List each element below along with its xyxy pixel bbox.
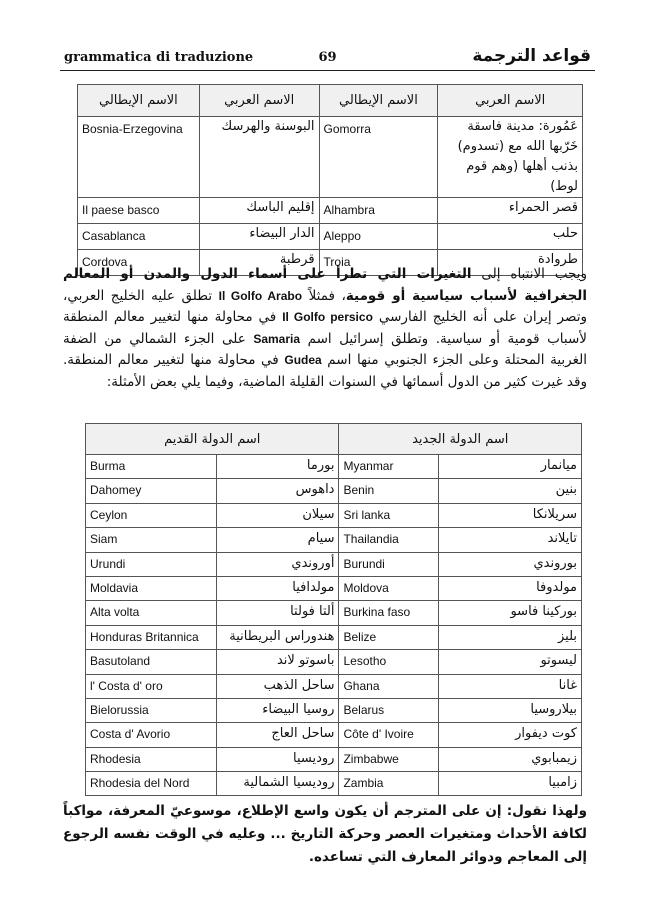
old-country-italian-cell: Rhodesia del Nord: [86, 772, 217, 796]
paragraph-text: تطلق عليه الخليج العربي، وتصر إيران على أنه الخليج الفارسي: [63, 287, 587, 325]
table-row: [86, 601, 582, 625]
table-row: [86, 576, 582, 600]
new-country-arabic-cell: بوروندي: [439, 552, 582, 576]
old-country-italian-cell: l' Costa d' oro: [86, 674, 217, 698]
table-row: [86, 552, 582, 576]
italian-name-cell: Aleppo: [319, 224, 438, 250]
new-country-arabic-cell: بيلاروسيا: [439, 698, 582, 722]
paragraph-text: ويجب الانتباه إلى: [471, 266, 588, 282]
latin-term: Gudea: [284, 353, 322, 367]
old-country-italian-cell: Moldavia: [86, 576, 217, 600]
table-row: [86, 698, 582, 722]
country-table-body: [86, 455, 582, 796]
col-header-arabic-name: الاسم العربي: [438, 85, 583, 117]
header-book-title-arabic: قواعد الترجمة: [472, 46, 591, 66]
old-country-italian-cell: Rhodesia: [86, 747, 217, 771]
old-country-italian-cell: Basutoland: [86, 650, 217, 674]
names-table: [77, 84, 583, 276]
old-country-arabic-cell: أوروندي: [216, 552, 339, 576]
col-header-new-country-name: اسم الدولة الجديد: [339, 424, 582, 455]
new-country-italian-cell: Moldova: [339, 576, 439, 600]
old-country-arabic-cell: داهوس: [216, 479, 339, 503]
old-country-italian-cell: Burma: [86, 455, 217, 479]
new-country-arabic-cell: سريلانكا: [439, 503, 582, 527]
table-row: [78, 117, 583, 198]
new-country-italian-cell: Benin: [339, 479, 439, 503]
old-country-italian-cell: Urundi: [86, 552, 217, 576]
new-country-arabic-cell: بوركينا فاسو: [439, 601, 582, 625]
col-header-italian-name: الاسم الإيطالي: [319, 85, 438, 117]
italian-name-cell: Il paese basco: [78, 198, 200, 224]
new-country-italian-cell: Sri lanka: [339, 503, 439, 527]
latin-term: Samaria: [253, 331, 301, 346]
body-paragraph-renamed-places: [63, 264, 587, 393]
italian-name-cell: Alhambra: [319, 198, 438, 224]
table-row: [86, 747, 582, 771]
new-country-arabic-cell: مولدوفا: [439, 576, 582, 600]
italian-name-cell: Cordova: [78, 250, 200, 276]
new-country-italian-cell: Burundi: [339, 552, 439, 576]
old-country-arabic-cell: بورما: [216, 455, 339, 479]
table-row: [86, 479, 582, 503]
old-country-italian-cell: Ceylon: [86, 503, 217, 527]
new-country-arabic-cell: بنين: [439, 479, 582, 503]
old-country-arabic-cell: باسوتو لاند: [216, 650, 339, 674]
new-country-arabic-cell: ليسوتو: [439, 650, 582, 674]
arabic-name-cell: الدار البيضاء: [199, 224, 319, 250]
arabic-name-cell: طروادة: [438, 250, 583, 276]
old-country-arabic-cell: هندوراس البريطانية: [216, 625, 339, 649]
new-country-arabic-cell: زامبيا: [439, 772, 582, 796]
new-country-italian-cell: Côte d' Ivoire: [339, 723, 439, 747]
table-row: [86, 772, 582, 796]
arabic-name-cell: البوسنة والهرسك: [199, 117, 319, 198]
paragraph-text: في محاولة منها لتغيير معالم المنطقة لأسباب قومية أو سياسية. وتطلق إسرائيل اسم: [63, 309, 587, 347]
names-table-header: [78, 85, 583, 117]
old-country-arabic-cell: ألتا فولتا: [216, 601, 339, 625]
new-country-italian-cell: Belize: [339, 625, 439, 649]
table-row: [86, 455, 582, 479]
new-country-italian-cell: Ghana: [339, 674, 439, 698]
old-country-italian-cell: Bielorussia: [86, 698, 217, 722]
old-country-italian-cell: Siam: [86, 528, 217, 552]
old-country-italian-cell: Honduras Britannica: [86, 625, 217, 649]
header-book-title-italian: grammatica di traduzione: [64, 50, 254, 65]
table-row: [86, 625, 582, 649]
italian-name-cell: Casablanca: [78, 224, 200, 250]
italian-name-cell: Gomorra: [319, 117, 438, 198]
new-country-italian-cell: Zimbabwe: [339, 747, 439, 771]
running-header: [60, 48, 595, 71]
paragraph-text: ، فمثلاً: [302, 287, 346, 304]
latin-term: Il Golfo persico: [282, 310, 373, 324]
paragraph-text: في محاولة منها لتغيير معالم المنطقة. وقد غيرت كثير من الدول أسمائها في السنوات القليلة الماضية، وفيما يلي بعض الأمثلة:: [63, 352, 587, 390]
table-row: [78, 198, 583, 224]
new-country-arabic-cell: غانا: [439, 674, 582, 698]
col-header-old-country-name: اسم الدولة القديم: [86, 424, 339, 455]
new-country-italian-cell: Zambia: [339, 772, 439, 796]
old-country-arabic-cell: روسيا البيضاء: [216, 698, 339, 722]
new-country-italian-cell: Myanmar: [339, 455, 439, 479]
country-names-table: [85, 423, 582, 796]
new-country-italian-cell: Belarus: [339, 698, 439, 722]
table-row: [86, 674, 582, 698]
old-country-arabic-cell: ساحل الذهب: [216, 674, 339, 698]
page-number: 69: [318, 50, 337, 65]
new-country-italian-cell: Burkina faso: [339, 601, 439, 625]
italian-name-cell: Troia: [319, 250, 438, 276]
table-row: [86, 723, 582, 747]
new-country-arabic-cell: كوت ديفوار: [439, 723, 582, 747]
table-row: [86, 650, 582, 674]
old-country-arabic-cell: روديسيا: [216, 747, 339, 771]
old-country-arabic-cell: مولدافيا: [216, 576, 339, 600]
paragraph-emphasis: التغيرات التي تطرأ على أسماء الدول والمدن أو المعالم الجغرافية لأسباب سياسية أو قومية: [63, 266, 587, 304]
col-header-italian-name: الاسم الإيطالي: [78, 85, 200, 117]
table-row: [78, 224, 583, 250]
new-country-arabic-cell: تايلاند: [439, 528, 582, 552]
table-row: [86, 528, 582, 552]
arabic-name-cell: إقليم الباسك: [199, 198, 319, 224]
paragraph-text: على الجزء الشمالي من الضفة الغربية المحتلة وعلى الجزء الجنوبي منها اسم: [63, 330, 588, 368]
old-country-italian-cell: Dahomey: [86, 479, 217, 503]
arabic-name-cell: حلب: [438, 224, 583, 250]
arabic-name-cell: قصر الحمراء: [438, 198, 583, 224]
old-country-italian-cell: Costa d' Avorio: [86, 723, 217, 747]
old-country-arabic-cell: ساحل العاج: [216, 723, 339, 747]
old-country-arabic-cell: سيلان: [216, 503, 339, 527]
new-country-arabic-cell: بليز: [439, 625, 582, 649]
table-row: [86, 503, 582, 527]
new-country-arabic-cell: زيمبابوي: [439, 747, 582, 771]
italian-name-cell: Bosnia-Erzegovina: [78, 117, 200, 198]
country-table-header: [86, 424, 582, 455]
new-country-italian-cell: Lesotho: [339, 650, 439, 674]
old-country-arabic-cell: روديسيا الشمالية: [216, 772, 339, 796]
latin-term: Il Golfo Arabo: [218, 288, 303, 303]
col-header-arabic-name: الاسم العربي: [199, 85, 319, 117]
new-country-arabic-cell: ميانمار: [439, 455, 582, 479]
new-country-italian-cell: Thailandia: [339, 528, 439, 552]
arabic-name-cell: عَمُورة: مدينة فاسقة خَرّبها الله مع (تسدوم) بذنب أهلها (وهم قوم لوط): [438, 117, 583, 198]
old-country-italian-cell: Alta volta: [86, 601, 217, 625]
arabic-name-cell: قرطبة: [199, 250, 319, 276]
old-country-arabic-cell: سيام: [216, 528, 339, 552]
closing-paragraph: ولهذا نقول: إن على المترجم أن يكون واسع الإطلاع، موسوعيّ المعرفة، مواكباً لكافة الأحداث ومتغيرات العصر وحركة التاريخ ... وعليه في الوقت نفسه الرجوع إلى المعاجم ودوائر المعارف التي تساعده.: [63, 803, 587, 865]
